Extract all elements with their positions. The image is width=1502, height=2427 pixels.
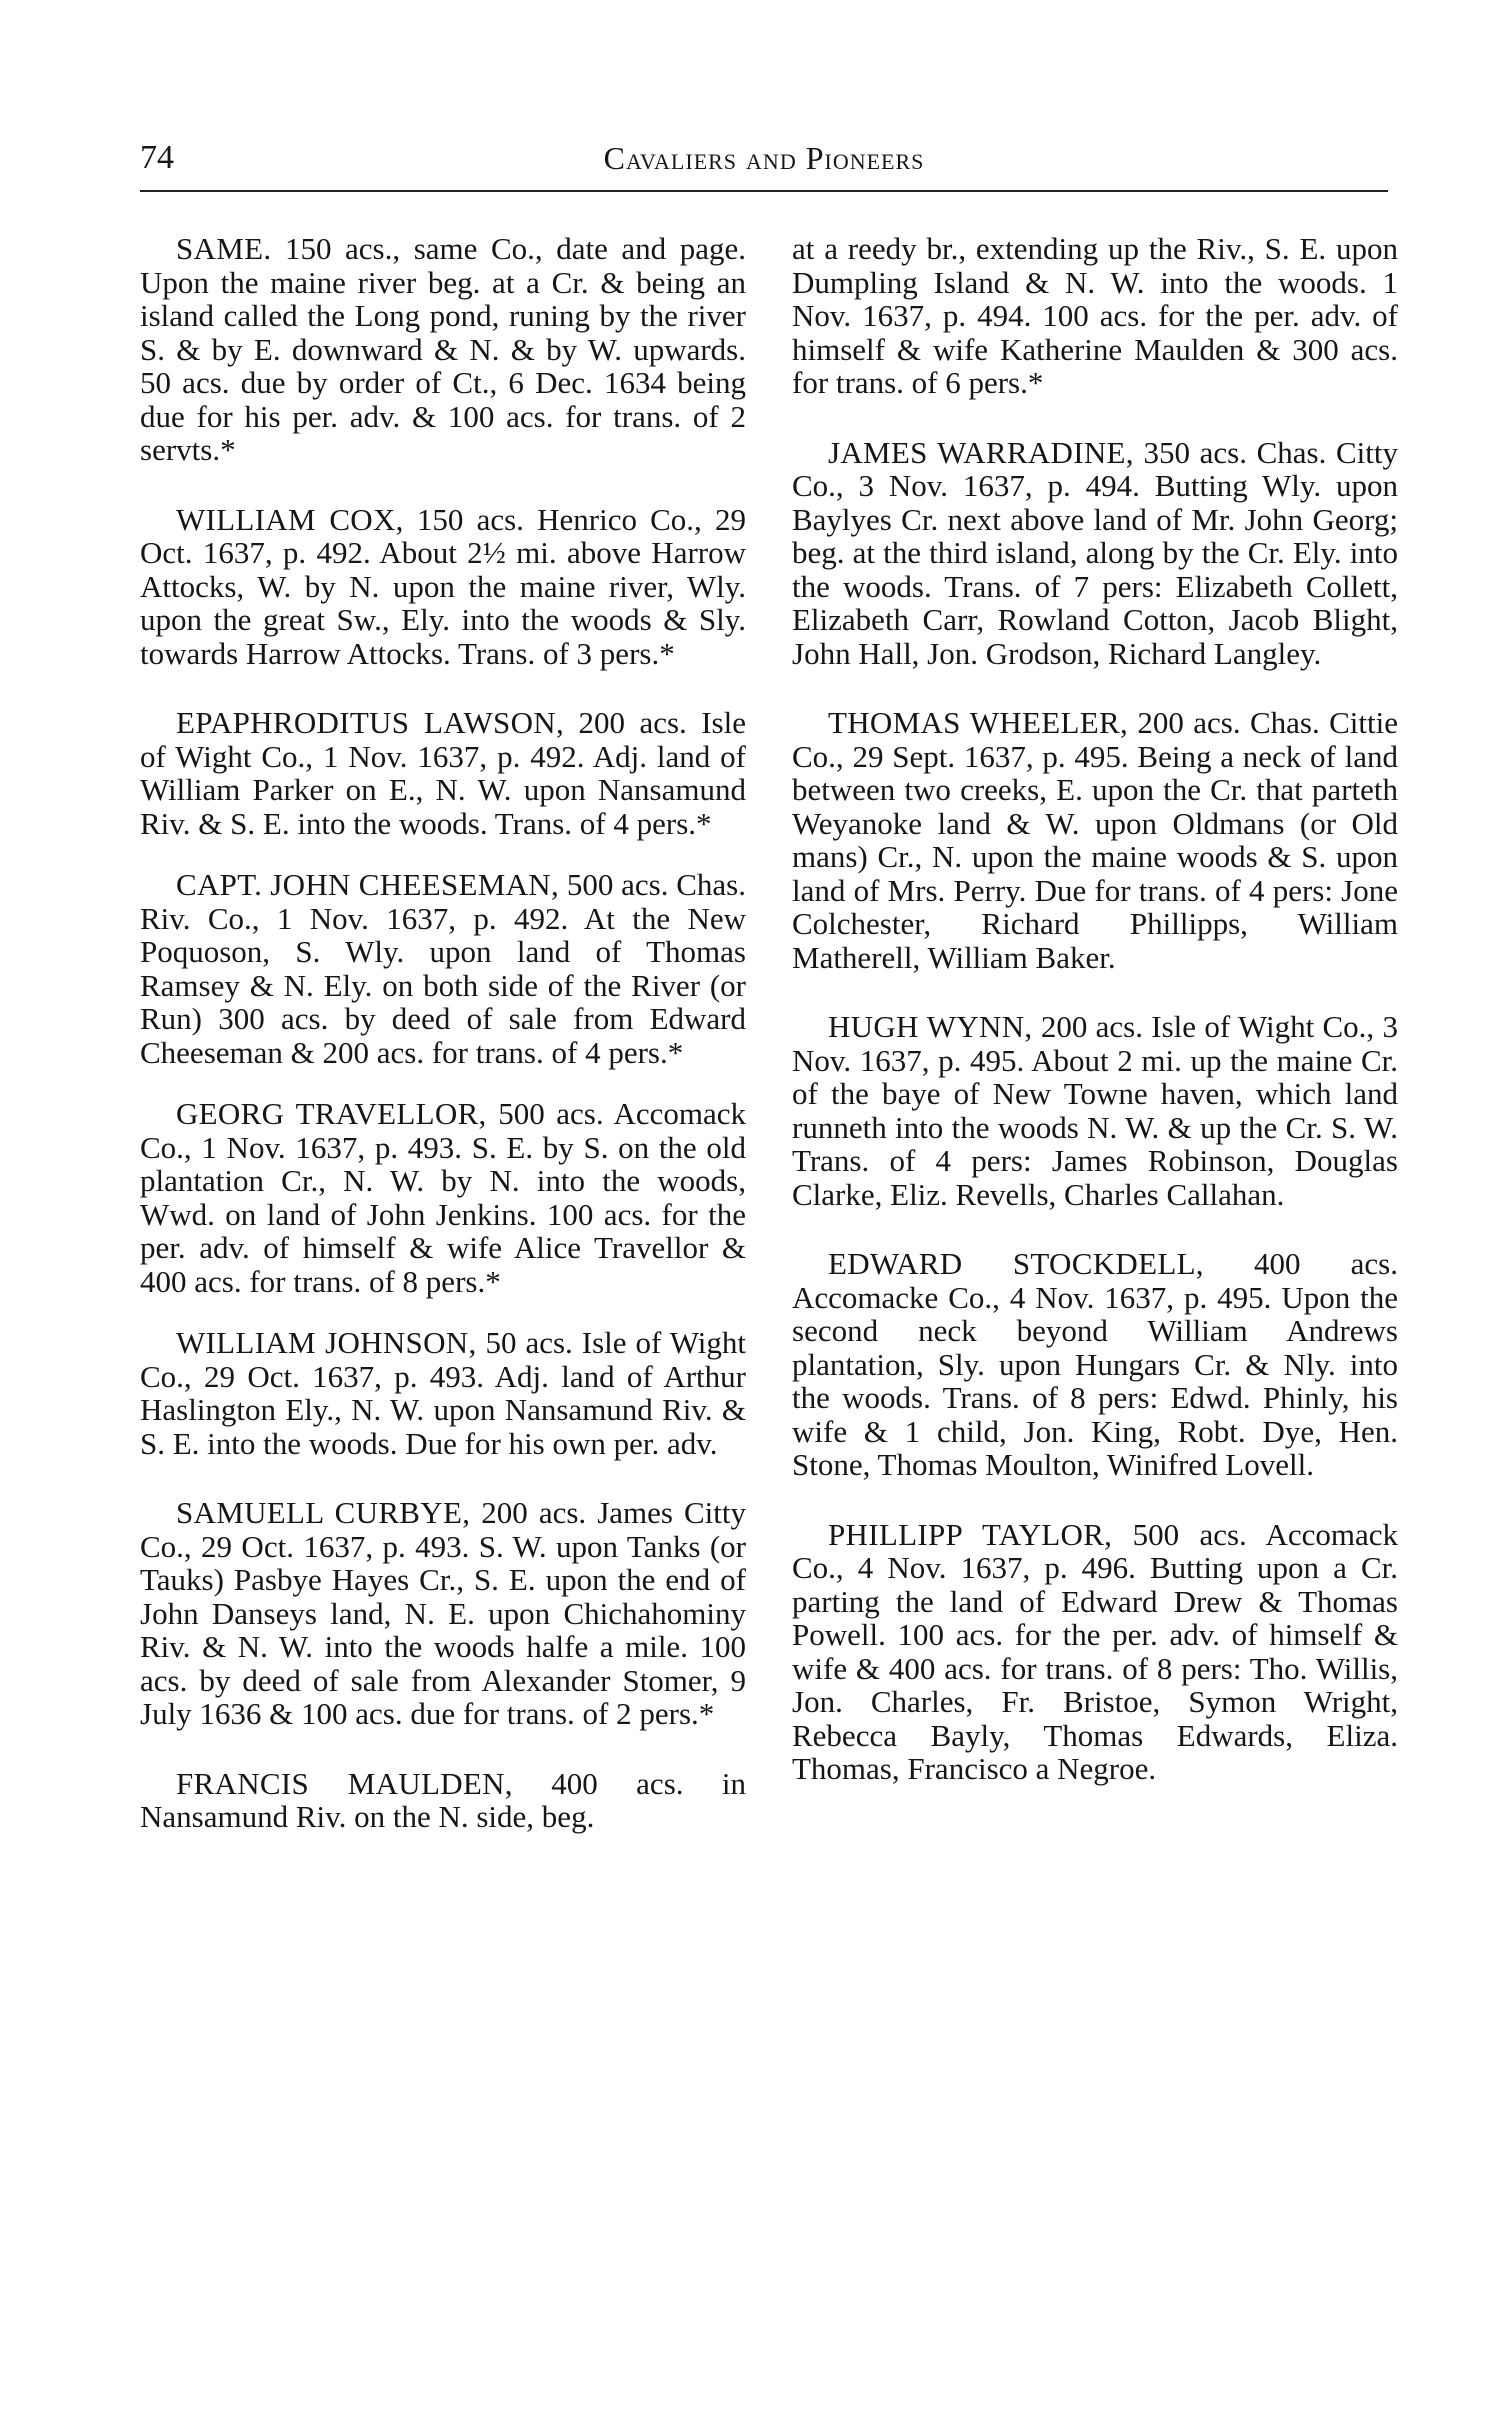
patent-entry xyxy=(140,1326,746,1460)
entry-text: 200 acs. Isle of Wight Co., 3 Nov. 1637, p. 495. About 2 mi. up the maine Cr. of the baye of New Towne haven, which land runneth into the woods N. W. & up the Cr. S. W. Trans. of 4 pers: James Robinson, Douglas Clarke, Eliz. Revells, Charles Callahan. xyxy=(792,1009,1398,1212)
entry-text: 150 acs. Henrico Co., 29 Oct. 1637, p. 492. About 2½ mi. above Harrow Attocks, W. by N. upon the maine river, Wly. upon the great Sw., Ely. into the woods & Sly. towards Harrow Attocks. Trans. of 3 pers.* xyxy=(140,501,746,671)
patentee-name: HUGH WYNN, xyxy=(828,1009,1033,1044)
patent-entry xyxy=(140,503,746,671)
patent-entry xyxy=(792,1518,1398,1786)
entry-text: at a reedy br., extending up the Riv., S. E. upon Dumpling Island & N. W. into the woods. 1 Nov. 1637, p. 494. 100 acs. for the per. adv. of himself & wife Katherine Maulden & 300 acs. for trans. of 6 pers.* xyxy=(792,231,1398,400)
patent-entry-continued xyxy=(792,232,1398,400)
patentee-name: JAMES WARRADINE, xyxy=(828,434,1134,470)
page-number: 74 xyxy=(140,139,174,176)
entry-text: 200 acs. Chas. Cittie Co., 29 Sept. 1637, p. 495. Being a neck of land between two creeks, E. upon the Cr. that parteth Weyanoke land & W. upon Oldmans (or Old mans) Cr., N. upon the maine woods & S. upon land of Mrs. Perry. Due for trans. of 4 pers: Jone Colchester, Richard Phillipps, William Matherell, William Baker. xyxy=(792,705,1398,975)
entry-text: 400 acs. Accomacke Co., 4 Nov. 1637, p. 495. Upon the second neck beyond William Andrews plantation, Sly. upon Hungars Cr. & Nly. into the woods. Trans. of 8 pers: Edwd. Phinly, his wife & 1 child, Jon. King, Robt. Dye, Hen. Stone, Thomas Moulton, Winifred Lovell. xyxy=(792,1246,1398,1482)
entry-text: 200 acs. James Citty Co., 29 Oct. 1637, p. 493. S. W. upon Tanks (or Tauks) Pasbye Hayes Cr., S. E. upon the end of John Danseys land, N. E. upon Chichahominy Riv. & N. W. into the woods halfe a mile. 100 acs. by deed of sale from Alexander Stomer, 9 July 1636 & 100 acs. due for trans. of 2 pers.* xyxy=(140,1495,746,1731)
patentee-name: SAME. xyxy=(176,231,272,266)
entry-text: 50 acs. Isle of Wight Co., 29 Oct. 1637, p. 493. Adj. land of Arthur Haslington Ely., N. W. upon Nansamund Riv. & S. E. into the woods. Due for his own per. adv. xyxy=(140,1325,746,1461)
patentee-name: CAPT. JOHN CHEESEMAN, xyxy=(176,867,560,902)
patentee-name: EPAPHRODITUS LAWSON, xyxy=(176,705,565,740)
left-column xyxy=(140,232,746,1870)
entry-text: 350 acs. Chas. Citty Co., 3 Nov. 1637, p. 494. Butting Wly. upon Baylyes Cr. next above land of Mr. John Georg; beg. at the third island, along by the Cr. Ely. into the woods. Trans. of 7 pers: Elizabeth Collett, Elizabeth Carr, Rowland Cotton, Jacob Blight, John Hall, Jon. Grodson, Richard Langley. xyxy=(792,434,1398,671)
patentee-name: GEORG TRAVELLOR, xyxy=(176,1096,487,1131)
patent-entry xyxy=(792,706,1398,974)
entry-text: 500 acs. Accomack Co., 4 Nov. 1637, p. 496. Butting upon a Cr. parting the land of Edward Drew & Thomas Powell. 100 acs. for the per. adv. of himself & wife & 400 acs. for trans. of 8 pers: Tho. Willis, Jon. Charles, Fr. Bristoe, Symon Wright, Rebecca Bayly, Thomas Edwards, Eliza. Thomas, Francisco a Negroe. xyxy=(792,1516,1398,1786)
running-head xyxy=(140,136,1388,180)
patentee-name: WILLIAM JOHNSON, xyxy=(176,1325,477,1360)
entry-text: 200 acs. Isle of Wight Co., 1 Nov. 1637, p. 492. Adj. land of William Parker on E., N. W. upon Nansamund Riv. & S. E. into the woods. Trans. of 4 pers.* xyxy=(140,705,746,841)
patentee-name: THOMAS WHEELER, xyxy=(828,705,1129,740)
patent-entry xyxy=(140,1496,746,1731)
right-column xyxy=(792,232,1398,1822)
patent-entry xyxy=(140,706,746,840)
patent-entry xyxy=(140,1767,746,1834)
entry-text: 400 acs. in Nansamund Riv. on the N. side, beg. xyxy=(140,1765,747,1834)
entry-text: 500 acs. Chas. Riv. Co., 1 Nov. 1637, p. 492. At the New Poquoson, S. Wly. upon land of Thomas Ramsey & N. Ely. on both side of the River (or Run) 300 acs. by deed of sale from Edward Cheeseman & 200 acs. for trans. of 4 pers.* xyxy=(140,867,746,1070)
patentee-name: EDWARD STOCKDELL, xyxy=(828,1246,1204,1281)
running-title: Cavaliers and Pioneers xyxy=(603,140,925,176)
entry-text: 500 acs. Accomack Co., 1 Nov. 1637, p. 493. S. E. by S. on the old plantation Cr., N. W. by N. into the woods, Wwd. on land of John Jenkins. 100 acs. for the per. adv. of himself & wife Alice Travellor & 400 acs. for trans. of 8 pers.* xyxy=(140,1096,746,1299)
header-rule xyxy=(140,190,1388,192)
patent-entry xyxy=(140,232,746,467)
patentee-name: SAMUELL CURBYE, xyxy=(176,1495,471,1530)
patent-entry xyxy=(140,868,746,1069)
entry-text: 150 acs., same Co., date and page. Upon the maine river beg. at a Cr. & being an island called the Long pond, runing by the river S. & by E. downward & N. & by W. upwards. 50 acs. due by order of Ct., 6 Dec. 1634 being due for his per. adv. & 100 acs. for trans. of 2 servts.* xyxy=(140,231,746,467)
patent-entry xyxy=(792,1247,1398,1482)
patentee-name: FRANCIS MAULDEN, xyxy=(176,1765,513,1801)
patentee-name: PHILLIPP TAYLOR, xyxy=(828,1516,1113,1552)
patentee-name: WILLIAM COX, xyxy=(176,501,404,537)
patent-entry xyxy=(140,1097,746,1298)
patent-entry xyxy=(792,436,1398,671)
patent-entry xyxy=(792,1010,1398,1211)
